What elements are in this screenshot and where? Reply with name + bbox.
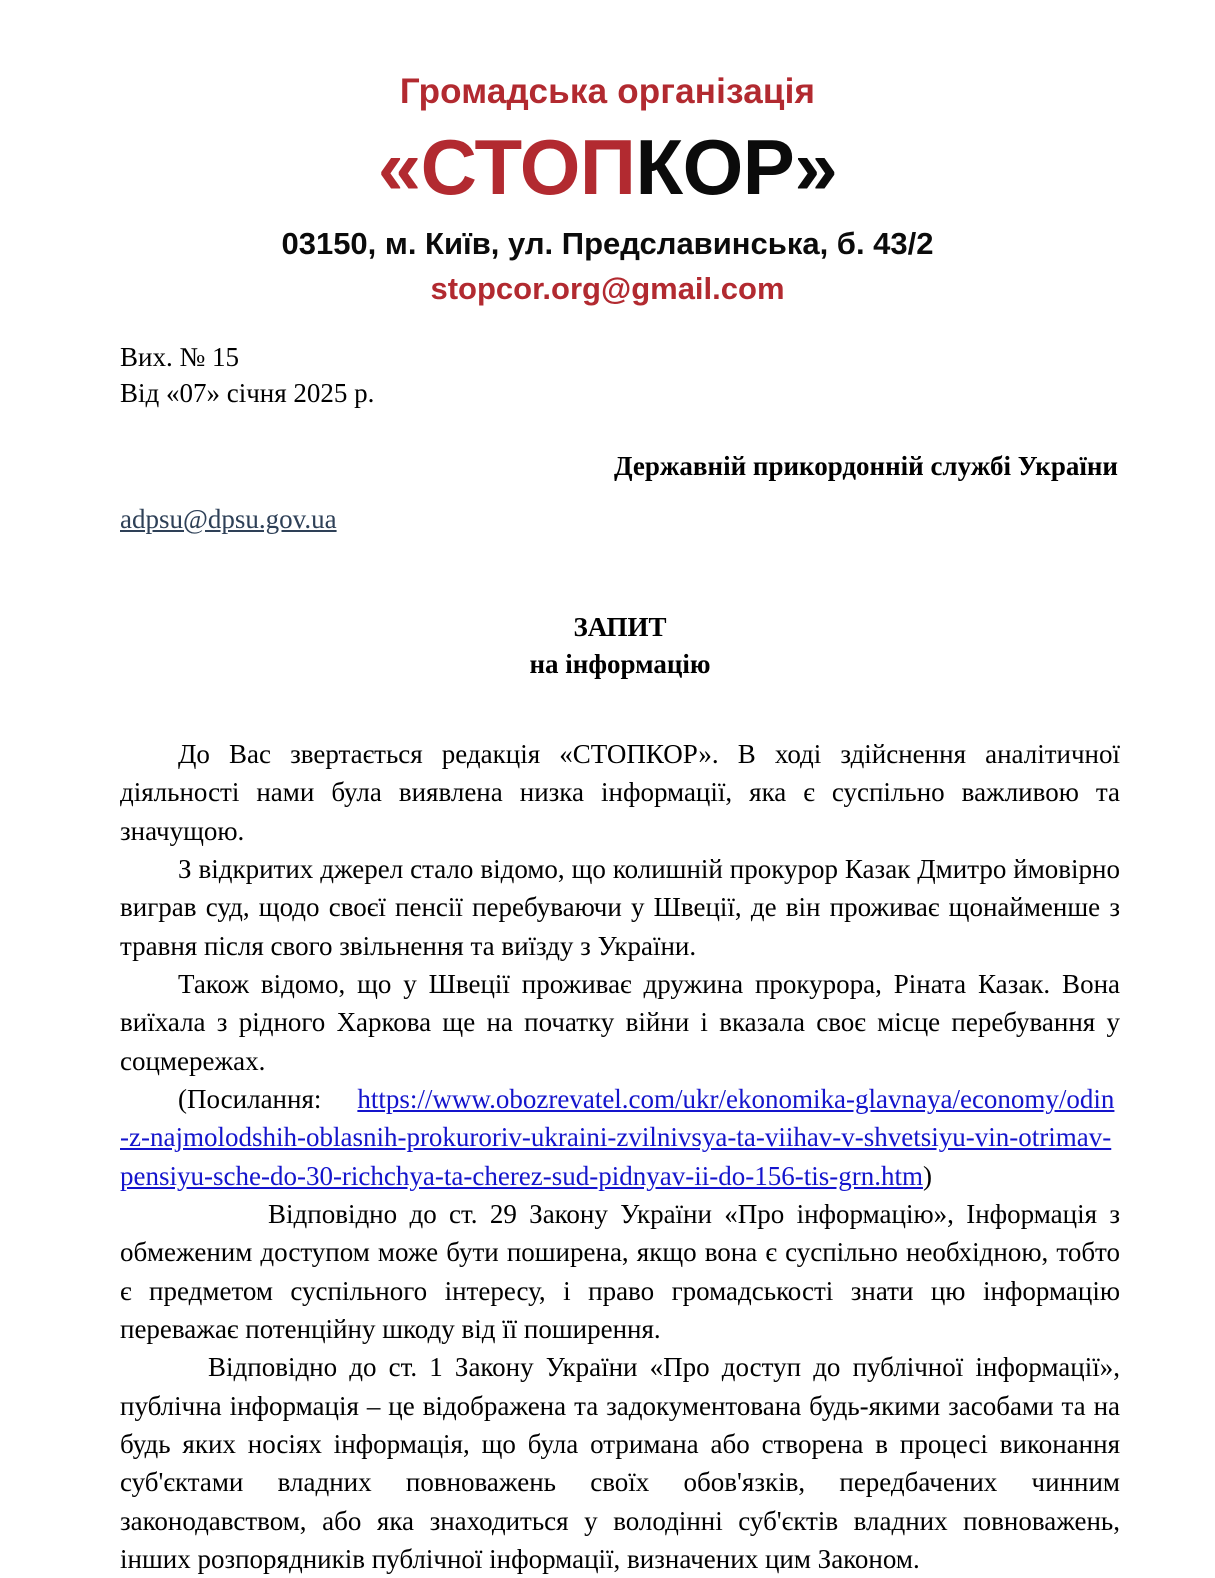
recipient-email-link[interactable]: adpsu@dpsu.gov.ua xyxy=(120,503,337,534)
document-title-line-2: на інформацію xyxy=(529,648,711,679)
brand-name-red: СТОП xyxy=(420,122,636,211)
letterhead-address: 03150, м. Київ, ул. Предславинська, б. 43/2 xyxy=(281,225,934,261)
body-paragraph-4: Відповідно до ст. 29 Закону України «Про інформацію», Інформація з обмеженим доступом може бути поширена, якщо вона є суспільно необхідною, тобто є предметом суспільного інтересу, і право громадськості знати цю інформацію переважає потенційну шкоду від її поширення. xyxy=(120,1199,1120,1345)
brand-open-guillemet: « xyxy=(377,122,421,211)
document-title-line-1: ЗАПИТ xyxy=(573,611,667,642)
organization-type-line: Громадська організація xyxy=(399,72,816,111)
brand-close-guillemet: » xyxy=(794,122,838,211)
body-paragraph-5: Відповідно до ст. 1 Закону України «Про доступ до публічної інформації», публічна інформація – це відображена та задокументована будь-якими засобами та на будь яких носіях інформація, що була отримана або створена в процесі виконання суб'єктами владних повноважень своїх обов'язків, передбачених чинним законодавством, або яка знаходиться у володінні суб'єктів владних повноважень, інших розпорядників публічної інформації, визначених цим Законом. xyxy=(120,1352,1120,1574)
brand-logotype xyxy=(0,122,1215,211)
document-content xyxy=(0,340,1215,1578)
body-paragraph-1: До Вас звертається редакція «СТОПКОР». В ході здійснення аналітичної діяльності нами була виявлена низка інформації, яка є суспільно важливою та значущою. xyxy=(120,739,1120,846)
source-article-link[interactable]: https://www.obozrevatel.com/ukr/ekonomika-glavnaya/economy/odin-z-najmolodshih-oblasnih-prokuroriv-ukraini-zvilnivsya-ta-viihav-v-shvetsiyu-vin-otrimav-pensiyu-sche-do-30-richchya-ta-cherez-sud-pidnyav-ii-do-156-tis-grn.htm xyxy=(120,1084,1115,1191)
body-paragraph-3: Також відомо, що у Швеції проживає дружина прокурора, Ріната Казак. Вона виїхала з рідного Харкова ще на початку війни і вказала своє місце перебування у соцмережах. xyxy=(120,969,1120,1076)
brand-name-black: КОР xyxy=(635,122,795,211)
source-reference-label: (Посилання: xyxy=(178,1084,322,1115)
letterhead xyxy=(0,0,1215,306)
outgoing-date: Від «07» січня 2025 р. xyxy=(120,377,375,408)
body-paragraph-2: З відкритих джерел стало відомо, що колишній прокурор Казак Дмитро ймовірно виграв суд, щодо своєї пенсії перебуваючи у Швеції, де він проживає щонайменше з травня після свого звільнення та виїзду з України. xyxy=(120,854,1120,961)
outgoing-reference-block xyxy=(120,340,1120,411)
letterhead-email: stopcor.org@gmail.com xyxy=(430,271,785,307)
document-body xyxy=(120,735,1120,1578)
outgoing-number: Вих. № 15 xyxy=(120,342,239,373)
document-title xyxy=(120,609,1120,684)
recipient-addressee: Державній прикордонній службі України xyxy=(613,451,1118,482)
source-reference-close-paren: ) xyxy=(922,1160,932,1191)
source-reference-line xyxy=(120,1080,1120,1195)
recipient-email-line xyxy=(120,502,1120,537)
